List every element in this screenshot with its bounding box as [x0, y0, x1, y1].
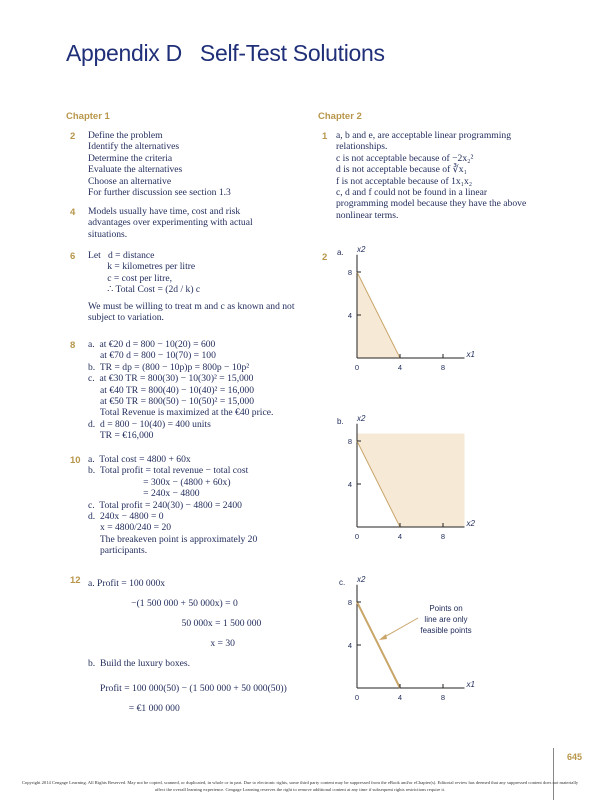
solution-line: Total Revenue is maximized at the €40 price.	[88, 407, 274, 419]
solution-line: We must be willing to treat m and c as known and not	[88, 300, 295, 312]
solution-line: b. Build the luxury boxes.	[88, 658, 191, 669]
x-tick-label: 4	[397, 693, 403, 702]
solution-line: a. Total cost = 4800 + 60x	[88, 454, 191, 465]
solution-line: d. 240x − 4800 = 0	[88, 511, 164, 523]
chapter-2-heading: Chapter 2	[318, 111, 362, 122]
constraint-line	[357, 602, 400, 688]
solution-line: Evaluate the alternatives	[88, 164, 183, 176]
solution-line: c. Total profit = 240(30) − 4800 = 2400	[88, 499, 242, 511]
solution-line: b. Total profit = total revenue − total cost	[88, 465, 249, 477]
y-axis-label: x2	[357, 244, 366, 254]
x-tick-label: 0	[354, 363, 360, 372]
solution-line: Choose an alternative	[88, 175, 172, 187]
solution-line: relationships.	[336, 141, 388, 153]
x-tick-label: 4	[397, 363, 403, 372]
annotation-text: line are only	[424, 615, 468, 624]
solution-line: For further discussion see section 1.3	[88, 187, 231, 199]
graph-label: b.	[337, 416, 344, 426]
solution-line: x = 30	[88, 638, 235, 649]
problem-number: 1	[322, 131, 328, 142]
solution-line: = 300x − (4800 + 60x)	[88, 476, 231, 488]
solution-line: programming model because they have the above	[336, 198, 527, 210]
solution-line: k = kilometres per litre	[88, 261, 196, 273]
problem-number: 8	[70, 340, 76, 351]
graph-label: c.	[339, 577, 346, 587]
solution-line: situations.	[88, 228, 128, 240]
y-tick-label: 8	[347, 598, 352, 607]
y-tick-label: 4	[347, 641, 352, 650]
x-tick-label: 4	[397, 532, 403, 541]
solution-line: c, d and f could not be found in a linear	[336, 187, 488, 199]
solution-line: subject to variation.	[88, 312, 164, 324]
solution-line: c = cost per litre,	[88, 272, 173, 284]
x-axis-label: x1	[466, 350, 475, 359]
appendix-title: Self-Test Solutions	[199, 40, 385, 66]
solution-line: −(1 500 000 + 50 000x) = 0	[88, 598, 238, 609]
y-tick-label: 4	[347, 480, 352, 489]
solution-line: = €1 000 000	[88, 703, 180, 714]
x-tick-label: 0	[354, 532, 360, 541]
solution-line: Determine the criteria	[88, 152, 173, 164]
appendix-label: Appendix D	[66, 40, 182, 66]
x-axis-label: x2	[466, 519, 475, 528]
solution-line: 50 000x = 1 500 000	[88, 618, 262, 629]
feasible-region	[357, 433, 465, 527]
solution-line: b. TR = dp = (800 − 10p)p = 800p − 10p²	[88, 361, 250, 373]
solution-line: at €50 TR = 800(50) − 10(50)² = 15,000	[88, 396, 255, 408]
solution-line: nonlinear terms.	[336, 209, 399, 221]
y-tick-label: 8	[347, 437, 352, 446]
solution-line: Let d = distance	[88, 250, 155, 261]
y-axis-label: x2	[357, 574, 366, 584]
graph-label: a.	[337, 247, 344, 257]
problem-number: 12	[70, 575, 81, 586]
annotation-text: Points on	[429, 604, 463, 613]
solution-line: a. at €20 d = 800 − 10(20) = 600	[88, 339, 216, 350]
x-axis-label: x1	[466, 680, 475, 689]
y-tick-label: 4	[347, 311, 352, 320]
solution-line: at €40 TR = 800(40) − 10(40)² = 16,000	[88, 384, 255, 396]
solution-line: The breakeven point is approximately 20	[88, 533, 258, 545]
solution-line: a, b and e, are acceptable linear programming	[336, 130, 511, 141]
problem-number: 4	[70, 207, 76, 218]
problem-number: 6	[70, 251, 76, 262]
x-tick-label: 8	[440, 532, 446, 541]
solution-line: = 240x − 4800	[88, 488, 200, 500]
copyright-notice: Copyright 2014 Cengage Learning. All Rights Reserved. May not be copied, scanned, or duplicated, in whole or in part. Due to electronic rights, some third party content may be suppressed from the eBook and/or eChapter(s). Editorial review has deemed that any suppressed content does not materially affect the overall learning experience. Cengage Learning reserves the right to remove additional content at any time if subsequent rights restrictions require it.	[21, 780, 579, 792]
annotation-text: feasible points	[420, 626, 472, 635]
problem-number: 2	[322, 252, 328, 263]
solution-line: x = 4800/240 = 20	[88, 522, 172, 534]
chapter-1-heading: Chapter 1	[66, 111, 110, 122]
y-tick-label: 8	[347, 268, 352, 277]
solution-line: TR = €16,000	[88, 430, 154, 442]
x-tick-label: 8	[440, 363, 446, 372]
solution-line: f is not acceptable because of 1x₁x₂	[336, 175, 473, 187]
solution-line: d. d = 800 − 10(40) = 400 units	[88, 418, 211, 430]
page-number: 645	[567, 752, 583, 762]
solution-line: c is not acceptable because of −2x₂²	[336, 152, 474, 164]
solution-line: participants.	[88, 545, 148, 557]
y-axis-label: x2	[357, 413, 366, 423]
solution-line: c. at €30 TR = 800(30) − 10(30)² = 15,000	[88, 373, 254, 385]
solution-line: advantages over experimenting with actual	[88, 217, 253, 229]
problem-number: 10	[70, 455, 81, 466]
solution-line: Identify the alternatives	[88, 141, 180, 153]
solution-line: a. Profit = 100 000x	[88, 578, 166, 589]
x-tick-label: 0	[354, 693, 360, 702]
solution-line: Define the problem	[88, 130, 163, 141]
solution-line: ∴ Total Cost = (2d / k) c	[88, 284, 201, 296]
arrowhead-icon	[379, 634, 387, 640]
solution-line: Models usually have time, cost and risk	[88, 206, 241, 217]
annotation-arrow	[381, 618, 418, 639]
solution-line: Profit = 100 000(50) − (1 500 000 + 50 000(50))	[88, 683, 287, 694]
x-tick-label: 8	[440, 693, 446, 702]
problem-number: 2	[70, 131, 76, 142]
solution-line: at €70 d = 800 − 10(70) = 100	[88, 350, 216, 362]
solution-line: d is not acceptable because of ∛x₁	[336, 164, 467, 176]
